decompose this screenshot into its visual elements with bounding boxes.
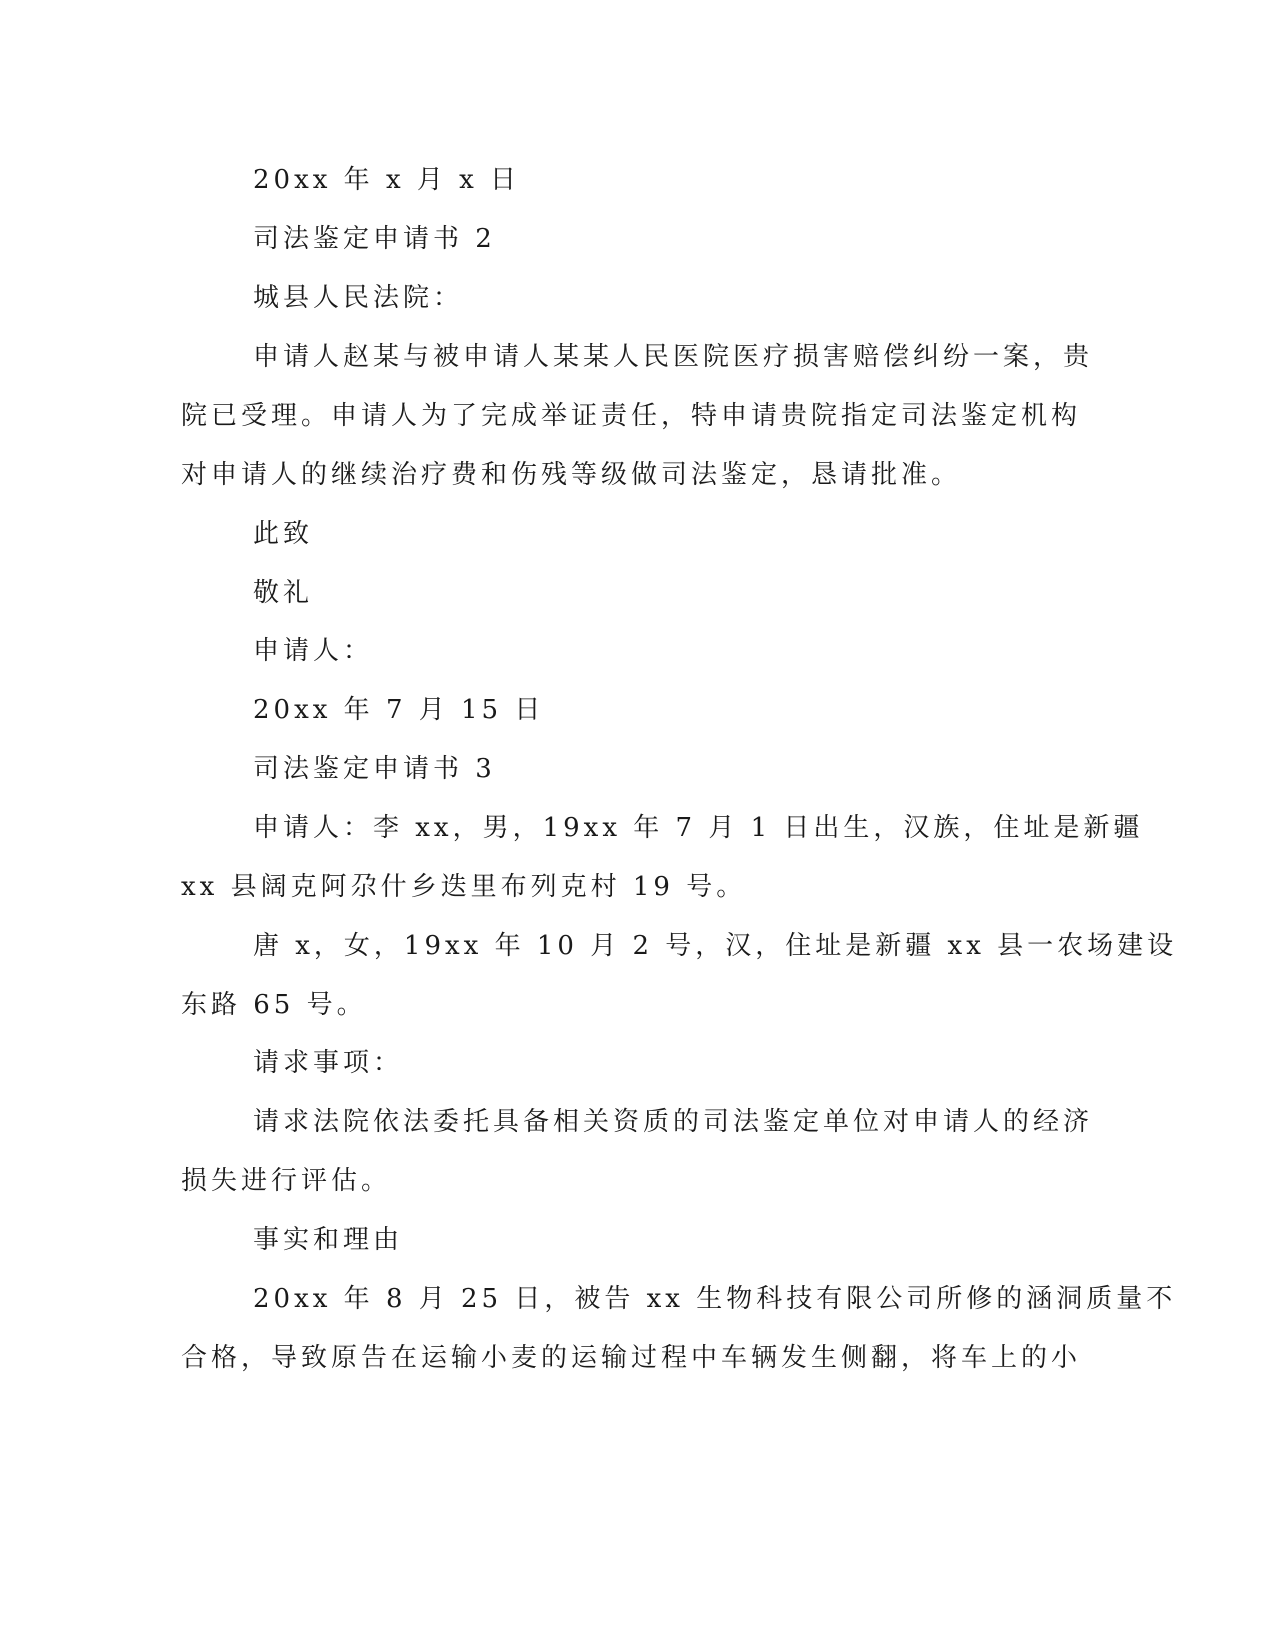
addressee: 城县人民法院： [253, 283, 464, 313]
paragraph-line: 合格，导致原告在运输小麦的运输过程中车辆发生侧翻，将车上的小 [181, 1343, 1082, 1373]
date-line: 20xx 年 7 月 15 日 [253, 695, 545, 725]
section-heading: 事实和理由 [253, 1225, 404, 1255]
paragraph-line: 院已受理。申请人为了完成举证责任，特申请贵院指定司法鉴定机构 [181, 401, 1082, 431]
paragraph-line: 对申请人的继续治疗费和伤残等级做司法鉴定，恳请批准。 [181, 460, 962, 490]
paragraph-line: 唐 x，女，19xx 年 10 月 2 号，汉，住址是新疆 xx 县一农场建设 [253, 931, 1178, 961]
section-title: 司法鉴定申请书 3 [253, 754, 496, 784]
closing-line: 此致 [253, 519, 314, 549]
paragraph-line: 申请人：李 xx，男，19xx 年 7 月 1 日出生，汉族，住址是新疆 [253, 813, 1144, 843]
section-heading: 请求事项： [253, 1048, 404, 1078]
paragraph-line: 申请人赵某与被申请人某某人民医院医疗损害赔偿纠纷一案，贵 [253, 342, 1094, 372]
paragraph-line: 东路 65 号。 [181, 990, 367, 1020]
paragraph-line: 损失进行评估。 [181, 1166, 392, 1196]
section-title: 司法鉴定申请书 2 [253, 224, 496, 254]
paragraph-line: xx 县阔克阿尕什乡迭里布列克村 19 号。 [181, 872, 747, 902]
signature-label: 申请人： [253, 636, 374, 666]
paragraph-line: 请求法院依法委托具备相关资质的司法鉴定单位对申请人的经济 [253, 1107, 1094, 1137]
date-line: 20xx 年 x 月 x 日 [253, 165, 521, 195]
closing-line: 敬礼 [253, 578, 314, 608]
paragraph-line: 20xx 年 8 月 25 日，被告 xx 生物科技有限公司所修的涵洞质量不 [253, 1284, 1177, 1314]
